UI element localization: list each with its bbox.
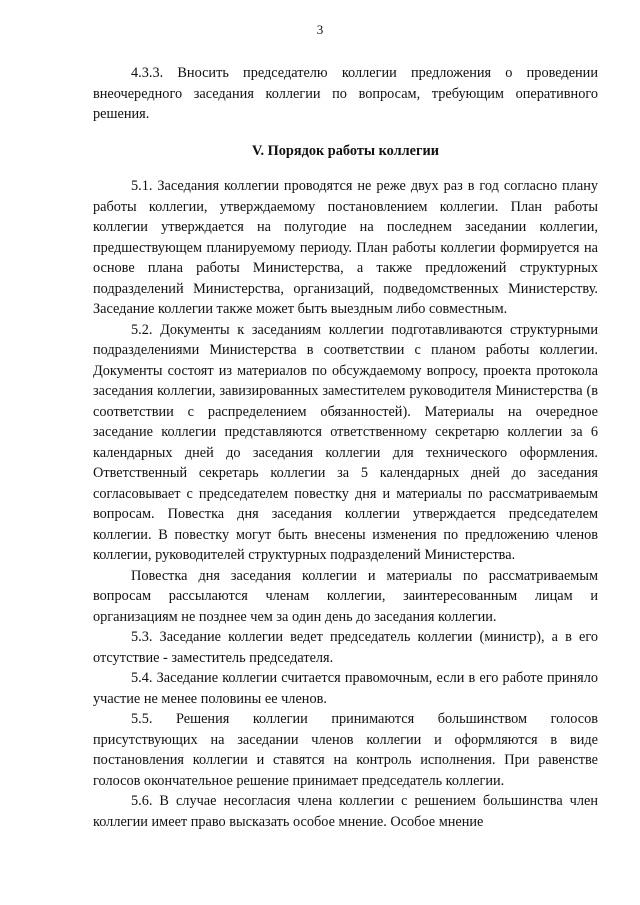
document-body <box>93 63 598 832</box>
paragraph-5-6: 5.6. В случае несогласия члена коллегии с решением большинства член коллегии имеет право высказать особое мнение. Особое мнение <box>93 793 598 830</box>
paragraph-5-4: 5.4. Заседание коллегии считается правомочным, если в его работе приняло участие не менее половины ее членов. <box>93 670 598 707</box>
paragraph-agenda: Повестка дня заседания коллегии и материалы по рассматриваемым вопросам рассылаются членам коллегии, заинтересованным лицам и организациям не позднее чем за один день до заседания коллегии. <box>93 567 598 625</box>
paragraph-5-3: 5.3. Заседание коллегии ведет председатель коллегии (министр), а в его отсутствие - заместитель председателя. <box>93 629 598 666</box>
paragraph-5-5: 5.5. Решения коллегии принимаются большинством голосов присутствующих на заседании членов коллегии и оформляются в виде постановления коллегии и ставятся на контроль исполнения. При равенстве голосов окончательное решение принимает председатель коллегии. <box>93 711 598 789</box>
section-heading: V. Порядок работы коллегии <box>252 142 439 159</box>
page-number: 3 <box>316 22 324 37</box>
paragraph-5-2: 5.2. Документы к заседаниям коллегии подготавливаются структурными подразделениями Министерства в соответствии с планом работы коллегии. Документы состоят из материалов по обсуждаемому вопросу, проекта протокола заседания коллегии, завизированных заместителем руководителя Министерства (в соответствии с распределением обязанностей). Материалы на очередное заседание коллегии представляются ответственному секретарю коллегии за 6 календарных дней до заседания коллегии для технического оформления. Ответственный секретарь коллегии за 5 календарных дней до заседания согласовывает с председателем повестку дня и материалы по рассматриваемым вопросам. Повестка дня заседания коллегии утверждается председателем коллегии. В повестку могут быть внесены изменения по предложению членов коллегии, руководителей структурных подразделений Министерства. <box>93 321 598 563</box>
paragraph-4-3-3: 4.3.3. Вносить председателю коллегии предложения о проведении внеочередного заседания коллегии по вопросам, требующим оперативного решения. <box>93 65 598 122</box>
paragraph-5-1: 5.1. Заседания коллегии проводятся не реже двух раз в год согласно плану работы коллегии, утверждаемому постановлением коллегии. План работы коллегии утверждается на полугодие на последнем заседании коллегии, предшествующем планируемому периоду. План работы коллегии формируется на основе плана работы Министерства, а также предложений структурных подразделений Министерства, организаций, подведомственных Министерству. Заседание коллегии также может быть выездным либо совместным. <box>93 178 598 317</box>
